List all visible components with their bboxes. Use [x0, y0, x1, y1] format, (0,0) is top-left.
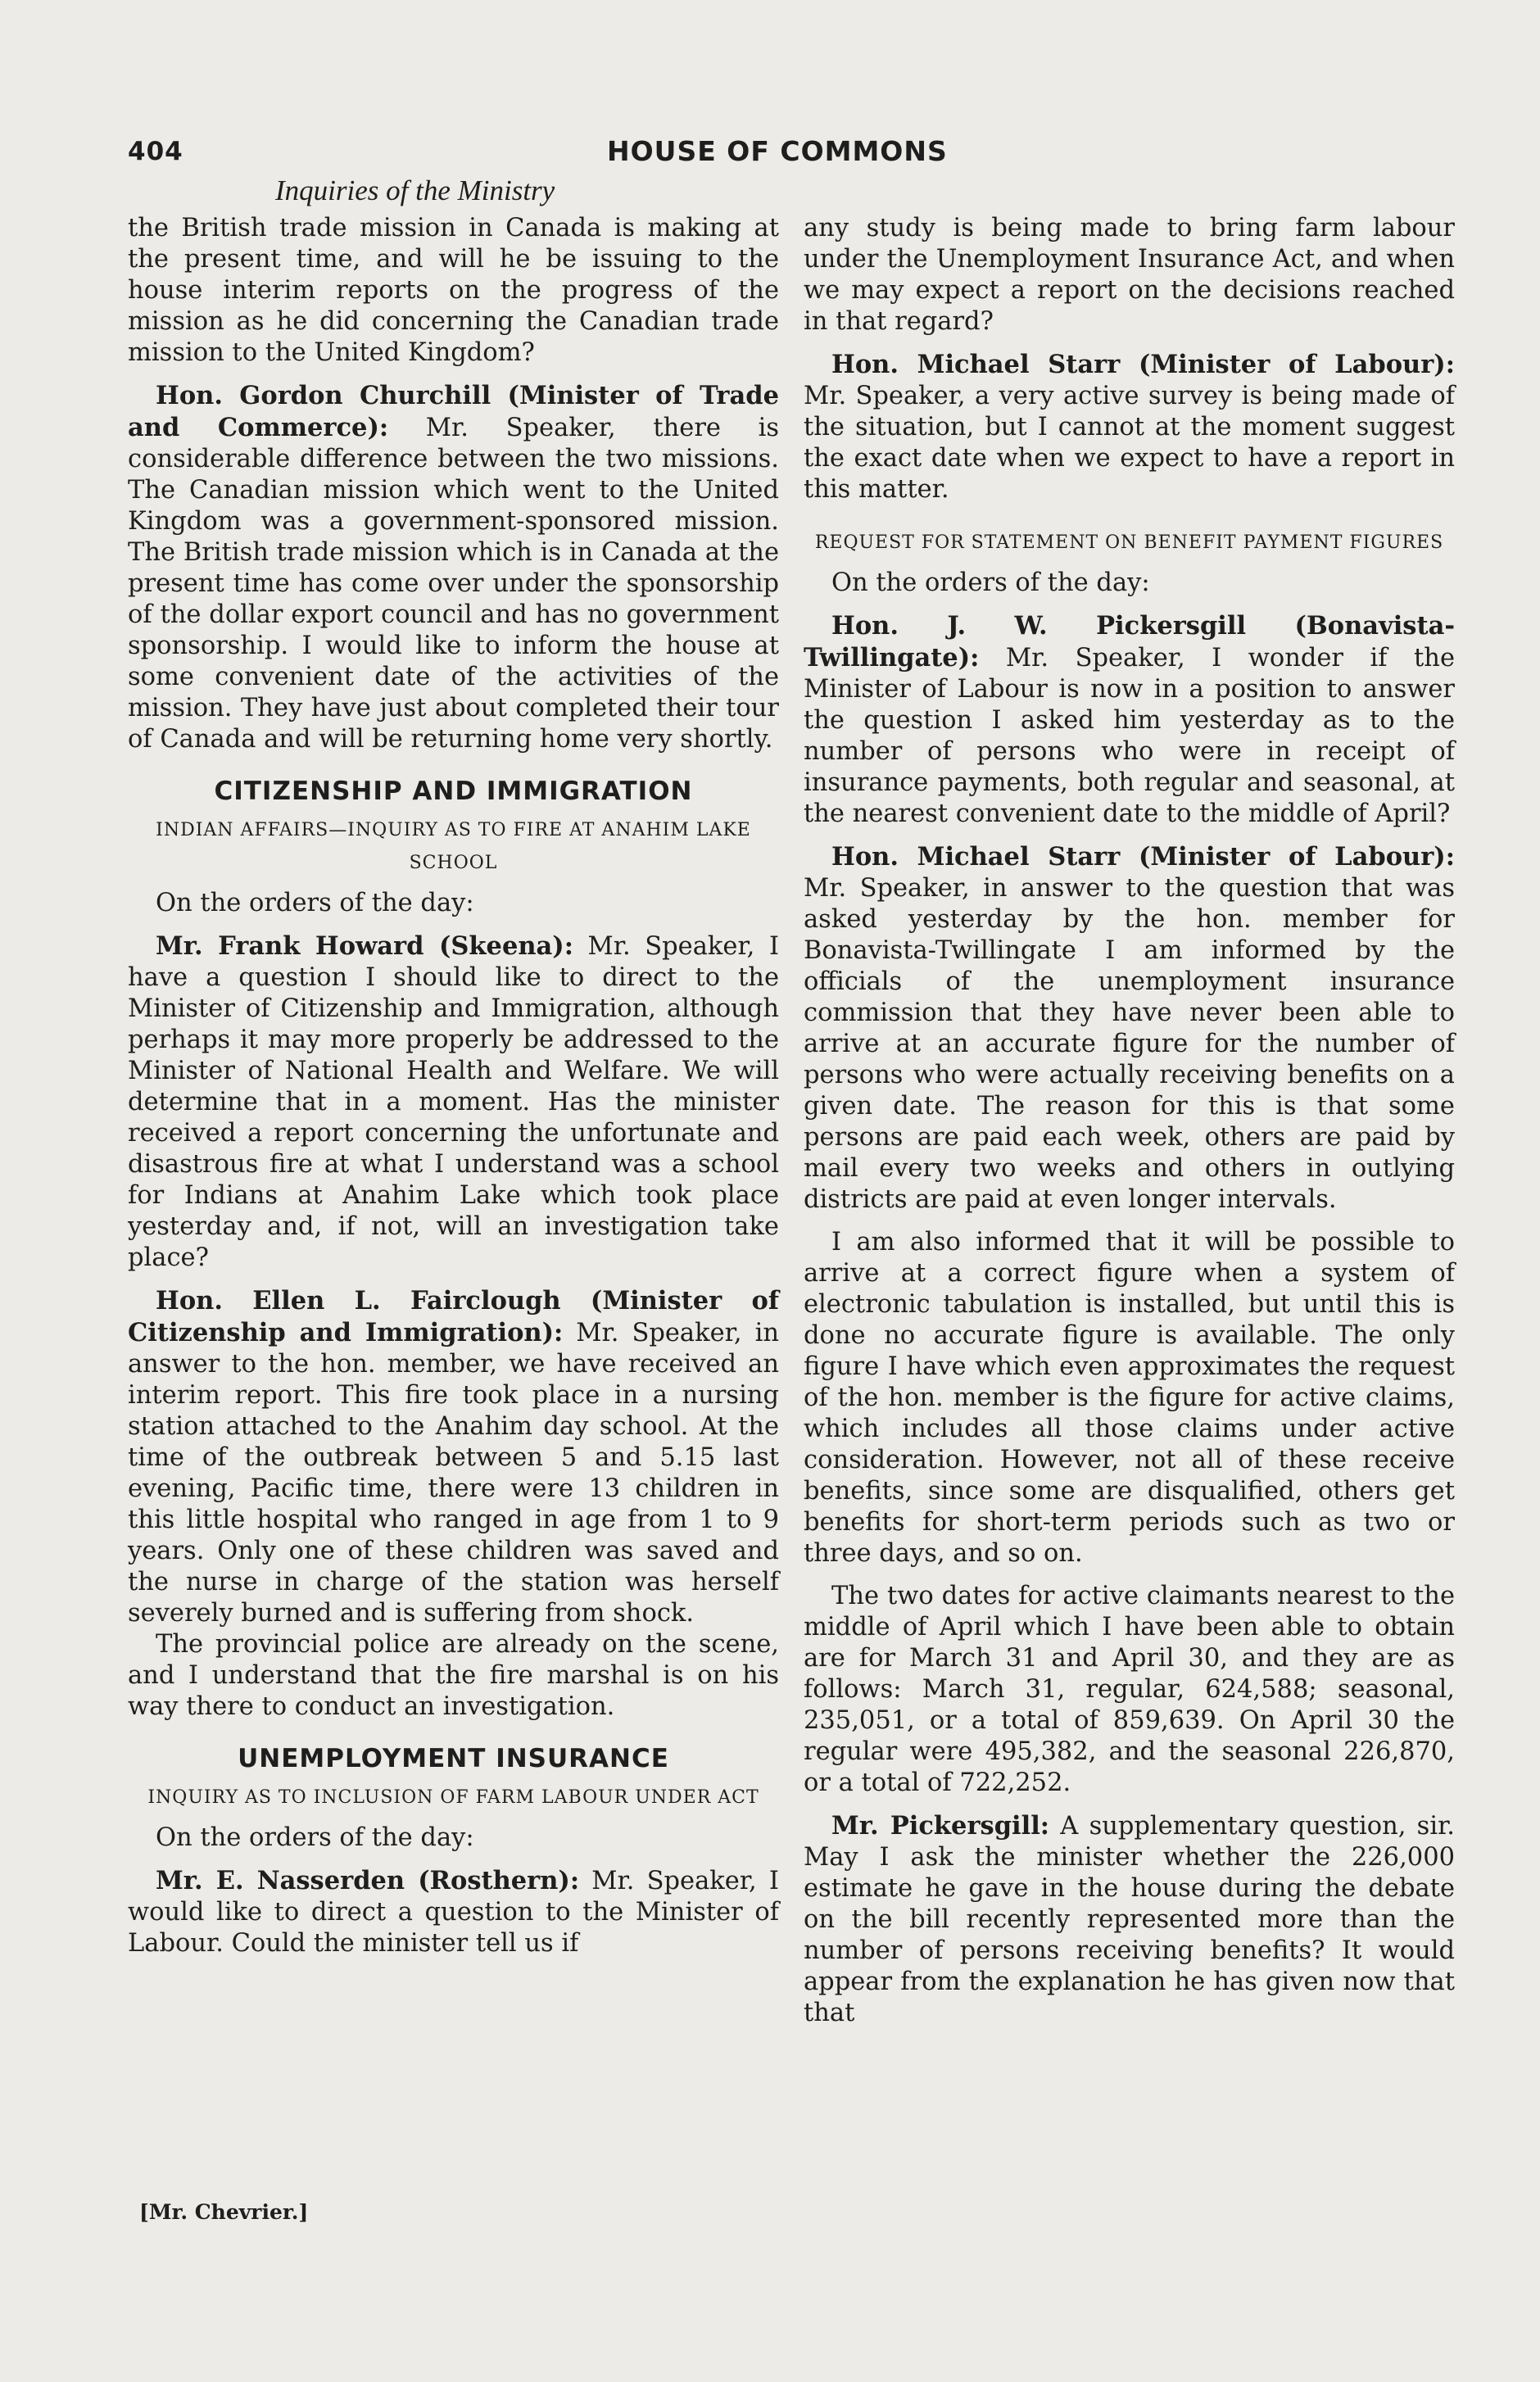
- sub-heading: REQUEST FOR STATEMENT ON BENEFIT PAYMENT FIGURES: [814, 532, 1444, 553]
- speech-text: Mr. Speaker, I would like to direct a question to the Minister of Labour. Could the minister tell us if: [128, 1867, 779, 1958]
- section-heading: CITIZENSHIP AND IMMIGRATION: [214, 777, 693, 806]
- paragraph: [128, 931, 779, 1274]
- paragraph: [804, 610, 1455, 830]
- speaker-name: Hon. Michael Starr (Minister of Labour):: [831, 350, 1455, 379]
- paragraph: [128, 1285, 779, 1629]
- paragraph: On the orders of the day:: [831, 568, 1150, 597]
- paragraph: the British trade mission in Canada is making at the present time, and will he be issuing to the house interim reports on the progress of the mission as he did concerning the Canadian trade mission to the United Kingdom?: [128, 214, 779, 367]
- speaker-name: Mr. Pickersgill:: [831, 1811, 1050, 1841]
- speaker-name: Mr. Frank Howard (Skeena):: [156, 931, 573, 961]
- section-head: Inquiries of the Ministry: [275, 174, 555, 206]
- footer-attribution: [Mr. Chevrier.]: [139, 2200, 309, 2224]
- speech-text: Mr. Speaker, a very active survey is being made of the situation, but I cannot at the moment suggest the exact date when we expect to have a report in this matter.: [804, 382, 1455, 504]
- paragraph: [804, 841, 1455, 1216]
- section-heading: UNEMPLOYMENT INSURANCE: [238, 1744, 669, 1773]
- paragraph: [128, 380, 779, 755]
- speech-text: Mr. Speaker, I have a question I should like to direct to the Minister of Citizenship and Immigration, although perhaps it may more properly be addressed to the Minister of National Health and Welfare. We will determine that in a moment. Has the minister received a report concerning the unfortunate and disastrous fire at what I understand was a school for Indians at Anahim Lake which took place yesterday and, if not, will an investigation take place?: [128, 932, 779, 1272]
- speaker-name: Hon. Ellen L. Fairclough (Minister of Citizenship and Immigration):: [128, 1286, 779, 1347]
- paragraph: On the orders of the day:: [156, 889, 474, 917]
- paragraph: [804, 1810, 1455, 2029]
- left-column: [128, 213, 779, 1959]
- page-number: 404: [128, 137, 183, 166]
- paragraph: The provincial police are already on the scene, and I understand that the fire marshal is on his way there to conduct an investigation.: [128, 1630, 779, 1721]
- speech-text: Mr. Speaker, I wonder if the Minister of Labour is now in a position to answer the question I asked him yesterday as to the number of persons who were in receipt of insurance payments, both regular and seasonal, at the nearest convenient date to the middle of April?: [804, 644, 1455, 828]
- speaker-name: Hon. Gordon Churchill (Minister of Trade and Commerce):: [128, 381, 779, 442]
- speech-text: Mr. Speaker, in answer to the hon. member, we have received an interim report. This fire took place in a nursing station attached to the Anahim day school. At the time of the outbreak between 5 and 5.15 last evening, Pacific time, there were 13 children in this little hospital who ranged in age from 1 to 9 years. Only one of these children was saved and the nurse in charge of the station was herself severely burned and is suffering from shock.: [128, 1319, 779, 1628]
- speech-text: Mr. Speaker, there is considerable difference between the two missions. The Canadian mission which went to the United Kingdom was a government-sponsored mission. The British trade mission which is in Canada at the present time has come over under the sponsorship of the dollar export council and has no government sponsorship. I would like to inform the house at some convenient date of the activities of the mission. They have just about completed their tour of Canada and will be returning home very shortly.: [128, 414, 780, 754]
- paragraph: any study is being made to bring farm labour under the Unemployment Insurance Act, and when we may expect a report on the decisions reached in that regard?: [804, 214, 1455, 336]
- right-column: [804, 213, 1455, 2029]
- paragraph: [128, 1865, 779, 1959]
- sub-heading: INDIAN AFFAIRS—INQUIRY AS TO FIRE AT ANAHIM LAKE SCHOOL: [156, 820, 751, 873]
- speaker-name: Hon. Michael Starr (Minister of Labour):: [831, 842, 1455, 872]
- paragraph: I am also informed that it will be possible to arrive at a correct figure when a system of electronic tabulation is installed, but until this is done no accurate figure is available. The only figure I have which even approximates the request of the hon. member is the figure for active claims, which includes all those claims under active consideration. However, not all of these receive benefits, since some are disqualified, others get benefits for short-term periods such as two or three days, and so on.: [804, 1228, 1455, 1568]
- speaker-name: Mr. E. Nasserden (Rosthern):: [156, 1866, 580, 1895]
- sub-heading: INQUIRY AS TO INCLUSION OF FARM LABOUR UNDER ACT: [147, 1787, 759, 1808]
- paragraph: The two dates for active claimants nearest to the middle of April which I have been able to obtain are for March 31 and April 30, and they are as follows: March 31, regular, 624,588; seasonal, 235,051, or a total of 859,639. On April 30 the regular were 495,382, and the seasonal 226,870, or a total of 722,252.: [804, 1582, 1455, 1797]
- paragraph: [804, 349, 1455, 505]
- speaker-name: Hon. J. W. Pickersgill (Bonavista-Twillingate):: [804, 611, 1455, 672]
- running-head: HOUSE OF COMMONS: [607, 135, 948, 167]
- speech-text: A supplementary question, sir. May I ask the minister whether the 226,000 estimate he gave in the house during the debate on the bill recently represented more than the number of persons receiving benefits? It would appear from the explanation he has given now that that: [804, 1812, 1456, 2027]
- paragraph: On the orders of the day:: [156, 1823, 474, 1852]
- speech-text: Mr. Speaker, in answer to the question that was asked yesterday by the hon. member for Bonavista-Twillingate I am informed by the officials of the unemployment insurance commission that they have never been able to arrive at an accurate figure for the number of persons who were actually receiving benefits on a given date. The reason for this is that some persons are paid each week, others are paid by mail every two weeks and others in outlying districts are paid at even longer intervals.: [804, 874, 1455, 1214]
